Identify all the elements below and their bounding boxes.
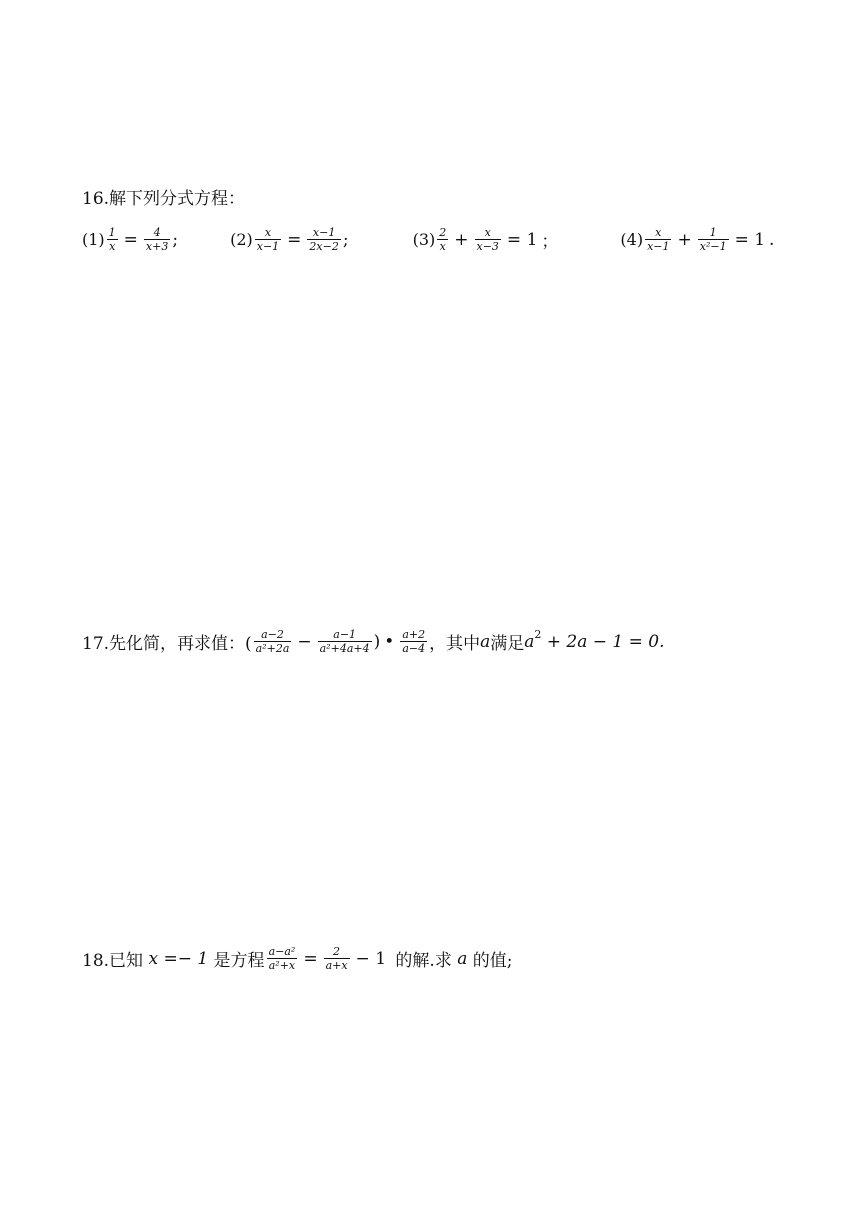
equation-3-tail: ； [541,232,559,252]
question-16-equations [82,226,774,253]
question-17-fraction-3: $\frac{a+2}{a-4}$ [402,628,426,655]
equation-4-label: (4) [620,230,644,249]
question-16-title [82,184,245,209]
equation-2-fraction-left: $\frac{x}{x-1}$ [256,226,280,253]
question-18 [82,945,513,972]
equation-3-fraction-right: $\frac{x}{x-3}$ [476,226,499,253]
equation-3-rhs: = 1 [506,229,538,250]
equation-3-fraction-left: $\frac{2}{x}$ [439,226,447,253]
equation-1-label: (1) [82,230,105,249]
question-18-mid: 是方程 [208,951,265,971]
question-18-fraction-2: $\frac{2}{a+x}$ [325,945,348,972]
question-17-suffix-2: 满足 [490,634,525,654]
question-17-suffix-1: ，其中 [429,634,481,654]
equation-2-label: (2) [230,230,253,249]
equation-3-operator: + [454,229,469,250]
question-17-condition-a: a [524,631,535,652]
equation-2-tail: ; [342,229,349,250]
equation-1-fraction-right: $\frac{4}{x+3}$ [145,226,169,253]
question-17-variable-a: a [480,631,491,652]
question-18-end: 的值; [467,951,513,971]
question-17-fraction-1: $\frac{a-2}{\text{a²+2a}}$ [255,628,290,655]
question-18-prefix: 18.已知 [82,951,149,971]
question-18-x-equation: x =− 1 [148,948,209,969]
question-17-fraction-2: $\frac{a-1}{\text{a²+4a+4}}$ [319,628,370,655]
equation-1-tail: ; [172,229,179,250]
question-17-minus: − [297,631,312,652]
equation-4-operator: + [677,229,692,250]
question-18-equals: = [303,948,318,969]
equation-4-fraction-left: $\frac{x}{x-1}$ [647,226,670,253]
question-17-condition-exponent: 2 [534,628,542,641]
equation-4-rhs: = 1 [734,229,766,250]
equation-4-tail: . [769,229,775,250]
question-17-dot: • [384,631,395,652]
question-18-suffix: 的解.求 [390,951,458,971]
question-18-minus-one: − 1 [355,948,387,969]
equation-3-label: (3) [412,230,436,249]
question-17 [82,628,665,655]
equation-1-fraction-left: $\frac{1}{x}$ [108,226,116,253]
question-18-variable-a: a [457,948,468,969]
question-17-prefix: 17.先化简，再求值：( [82,634,252,654]
question-18-fraction-1: $\frac{\text{a−a²}}{\text{a²+x}}$ [268,945,296,972]
question-17-condition-rest: + 2a − 1 = 0. [541,631,665,652]
question-16-title-text: 16.解下列分式方程： [82,189,246,209]
equation-1-operator: = [123,229,138,250]
equation-2-fraction-right: $\frac{x-1}{2x-2}$ [309,226,339,253]
equation-2-operator: = [287,229,302,250]
question-17-close-paren: ) [373,631,381,652]
equation-4-fraction-right: $\frac{1}{\text{x²−1}}$ [699,226,727,253]
